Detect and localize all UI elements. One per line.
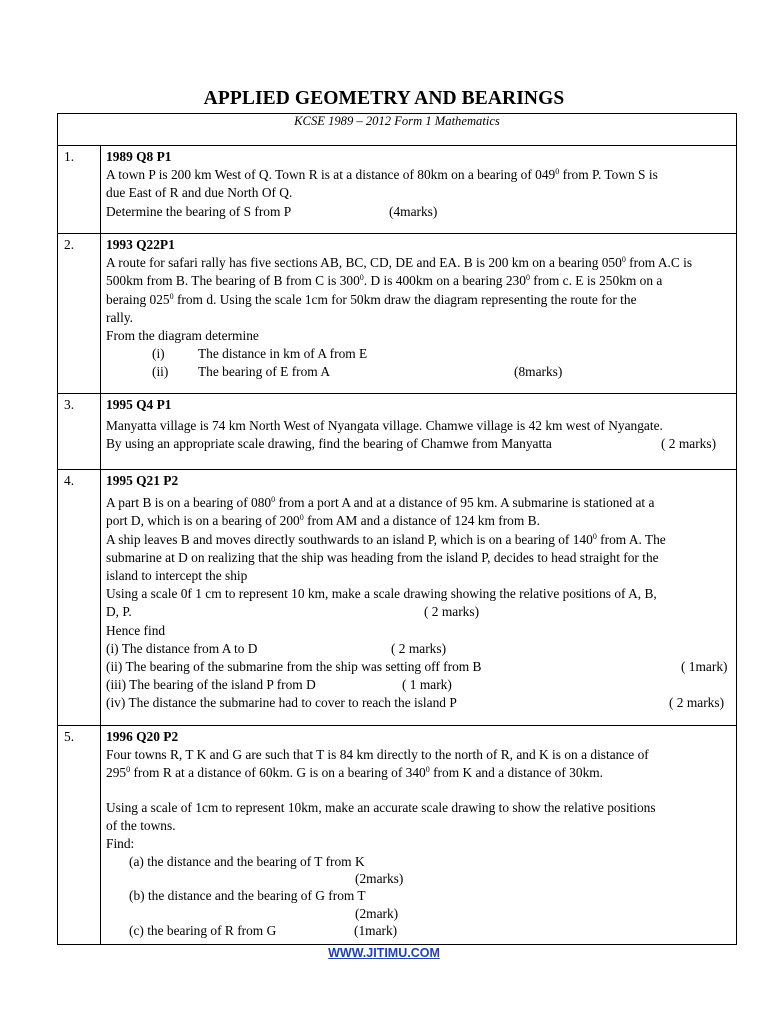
subtitle-row [58,114,737,146]
marks-label: ( 2 marks) [669,695,725,711]
text-line: The bearing of E from A [198,364,331,380]
text-line: A ship leaves B and moves directly southwards to an island P, which is on a bearing of 140 [106,531,593,547]
text-line: A route for safari rally has five sections AB, BC, CD, DE and EA. B is 200 km on a bearing 050 [106,255,622,271]
text-line: from a port A and at a distance of 95 km. A submarine is stationed at a [275,495,655,511]
question-number: 1. [58,146,101,234]
marks-label: (2marks) [355,871,404,887]
degree-superscript: 0 [359,273,364,283]
degree-superscript: 0 [425,765,430,775]
marks-label: (1mark) [354,922,398,938]
text-line: from c. E is 250km on a [529,273,663,289]
text-line: Using a scale 0f 1 cm to represent 10 km, make a scale drawing showing the relative positions of A, B, [106,586,657,602]
degree-superscript: 0 [169,291,174,301]
text-line: (iv) The distance the submarine had to cover to reach the island P [106,695,457,711]
text-line: 295 [106,765,127,781]
text-line: Manyatta village is 74 km North West of Nyangata village. Chamwe village is 42 km west of Nyangate. [106,418,663,434]
degree-superscript: 0 [592,531,597,541]
question-row [58,234,737,394]
text-line: port D, which is on a bearing of 200 [106,513,300,529]
text-line: (ii) The bearing of the submarine from the ship was setting off from B [106,659,482,675]
question-number: 5. [58,726,101,945]
text-line: submarine at D on realizing that the ship was heading from the island P, decides to head straight for the [106,549,659,565]
degree-superscript: 0 [271,495,276,505]
text-line: from P. Town S is [559,167,658,183]
roman-numeral: (i) [152,346,165,362]
question-row [58,394,737,470]
question-content [101,394,737,470]
text-line: from AM and a distance of 124 km from B. [303,513,540,529]
roman-numeral: (ii) [152,364,169,380]
marks-label: ( 2 marks) [424,604,480,620]
question-content [101,234,737,394]
text-line: Using a scale of 1cm to represent 10km, make an accurate scale drawing to show the relative positions [106,799,656,815]
marks-label: (4marks) [389,203,438,219]
question-content [101,146,737,234]
text-line: By using an appropriate scale drawing, find the bearing of Chamwe from Manyatta [106,436,552,452]
text-line: from A. The [596,531,666,547]
text-line: (a) the distance and the bearing of T from K [129,854,365,870]
marks-label: ( 1 mark) [402,677,452,693]
questions-table [57,113,737,945]
question-row [58,470,737,726]
question-heading: 1989 Q8 P1 [106,149,172,164]
text-line: (i) The distance from A to D [106,640,258,656]
question-heading: 1995 Q4 P1 [106,397,172,412]
marks-label: (8marks) [514,364,563,380]
text-line: A part B is on a bearing of 080 [106,495,272,511]
text-line: of the towns. [106,817,176,833]
degree-superscript: 0 [126,765,131,775]
degree-superscript: 0 [621,255,626,265]
text-line: island to intercept the ship [106,568,248,584]
text-line: Find: [106,836,135,852]
marks-label: ( 2 marks) [661,436,717,452]
text-line: From the diagram determine [106,328,259,344]
question-number: 2. [58,234,101,394]
degree-superscript: 0 [299,513,304,523]
text-line: Four towns R, T K and G are such that T is 84 km directly to the north of R, and K is on a distance of [106,747,649,763]
question-heading: 1995 Q21 P2 [106,473,179,488]
text-line: The distance in km of A from E [198,346,368,362]
subtitle: KCSE 1989 – 2012 Form 1 Mathematics [58,114,737,146]
question-content [101,726,737,945]
marks-label: ( 2 marks) [391,640,447,656]
marks-label: ( 1mark) [681,659,728,675]
text-line: (c) the bearing of R from G [129,922,277,938]
website-link[interactable]: WWW.JITIMU.COM [328,946,440,960]
question-number: 4. [58,470,101,726]
degree-superscript: 0 [525,273,530,283]
question-number: 3. [58,394,101,470]
text-line: Hence find [106,622,166,638]
footer-link[interactable] [0,946,768,960]
text-line: from d. Using the scale 1cm for 50km draw the diagram representing the route for the [173,291,637,307]
degree-superscript: 0 [555,167,560,177]
text-line: . D is 400km on a bearing 230 [363,273,526,289]
text-line: rally. [106,309,134,325]
question-row [58,726,737,945]
question-heading: 1996 Q20 P2 [106,729,179,744]
text-line: 500km from B. The bearing of B from C is 300 [106,273,360,289]
text-line: due East of R and due North Of Q. [106,185,293,201]
text-line: (iii) The bearing of the island P from D [106,677,316,693]
text-line: A town P is 200 km West of Q. Town R is at a distance of 80km on a bearing of 049 [106,167,556,183]
text-line: Determine the bearing of S from P [106,203,292,219]
text-line: (b) the distance and the bearing of G from T [129,888,366,904]
marks-label: (2mark) [355,905,399,921]
document-title: APPLIED GEOMETRY AND BEARINGS [203,88,565,109]
text-line: from K and a distance of 30km. [429,765,604,781]
text-line: beraing 025 [106,291,170,307]
text-line: D, P. [106,604,132,620]
question-row [58,146,737,234]
question-content [101,470,737,726]
text-line: from A.C is [625,255,693,271]
question-heading: 1993 Q22P1 [106,237,175,252]
text-line: from R at a distance of 60km. G is on a bearing of 340 [130,765,426,781]
